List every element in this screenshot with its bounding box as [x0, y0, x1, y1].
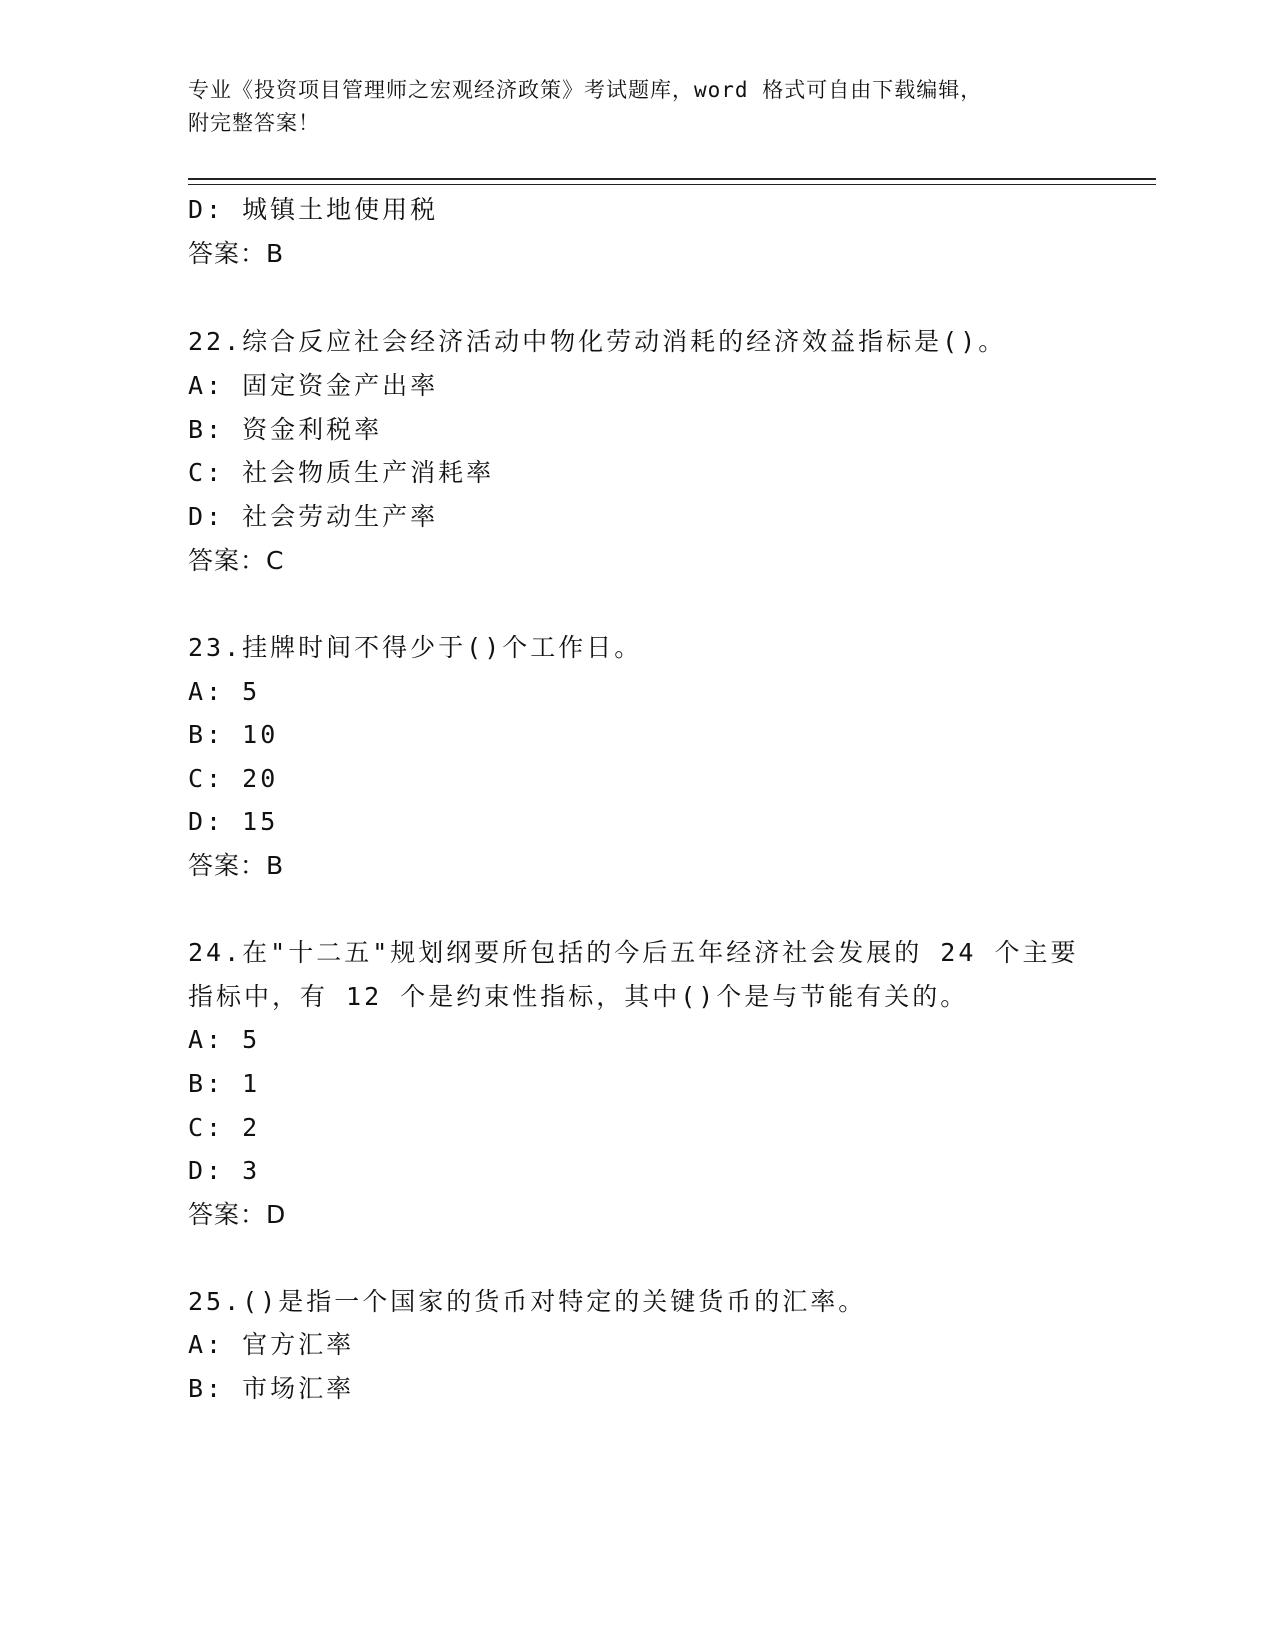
document-header [188, 74, 1068, 140]
q23-answer: 答案：B [188, 851, 285, 880]
q23-option-b: B: 10 [188, 720, 279, 749]
q24-stem-line-2: 指标中，有 12 个是约束性指标，其中()个是与节能有关的。 [188, 982, 969, 1011]
q24-option-c: C: 2 [188, 1113, 261, 1142]
header-divider-thin [188, 184, 1156, 185]
q23-option-d: D: 15 [188, 807, 279, 836]
q22-option-d: D: 社会劳动生产率 [188, 502, 439, 531]
q23-stem: 23.挂牌时间不得少于()个工作日。 [188, 633, 643, 662]
q22-stem: 22.综合反应社会经济活动中物化劳动消耗的经济效益指标是()。 [188, 327, 1007, 356]
q24-answer: 答案：D [188, 1200, 287, 1229]
header-line-2: 附完整答案！ [188, 111, 320, 135]
q25-stem: 25.()是指一个国家的货币对特定的关键货币的汇率。 [188, 1287, 867, 1316]
q22-option-b: B: 资金利税率 [188, 415, 383, 444]
q24-option-a: A: 5 [188, 1025, 261, 1054]
q24-option-d: D: 3 [188, 1156, 261, 1185]
q21-option-d: D: 城镇土地使用税 [188, 195, 439, 224]
q21-answer: 答案：B [188, 239, 285, 268]
q24-stem-line-1: 24.在"十二五"规划纲要所包括的今后五年经济社会发展的 24 个主要 [188, 938, 1079, 967]
header-line-1: 专业《投资项目管理师之宏观经济政策》考试题库，word 格式可自由下载编辑， [188, 78, 983, 102]
q23-option-c: C: 20 [188, 764, 279, 793]
q22-option-a: A: 固定资金产出率 [188, 371, 439, 400]
q23-option-a: A: 5 [188, 677, 261, 706]
q22-answer: 答案：C [188, 546, 285, 575]
q25-option-b: B: 市场汇率 [188, 1374, 355, 1403]
header-divider-thick [188, 178, 1156, 180]
q25-option-a: A: 官方汇率 [188, 1330, 355, 1359]
q24-option-b: B: 1 [188, 1069, 261, 1098]
q22-option-c: C: 社会物质生产消耗率 [188, 458, 495, 487]
